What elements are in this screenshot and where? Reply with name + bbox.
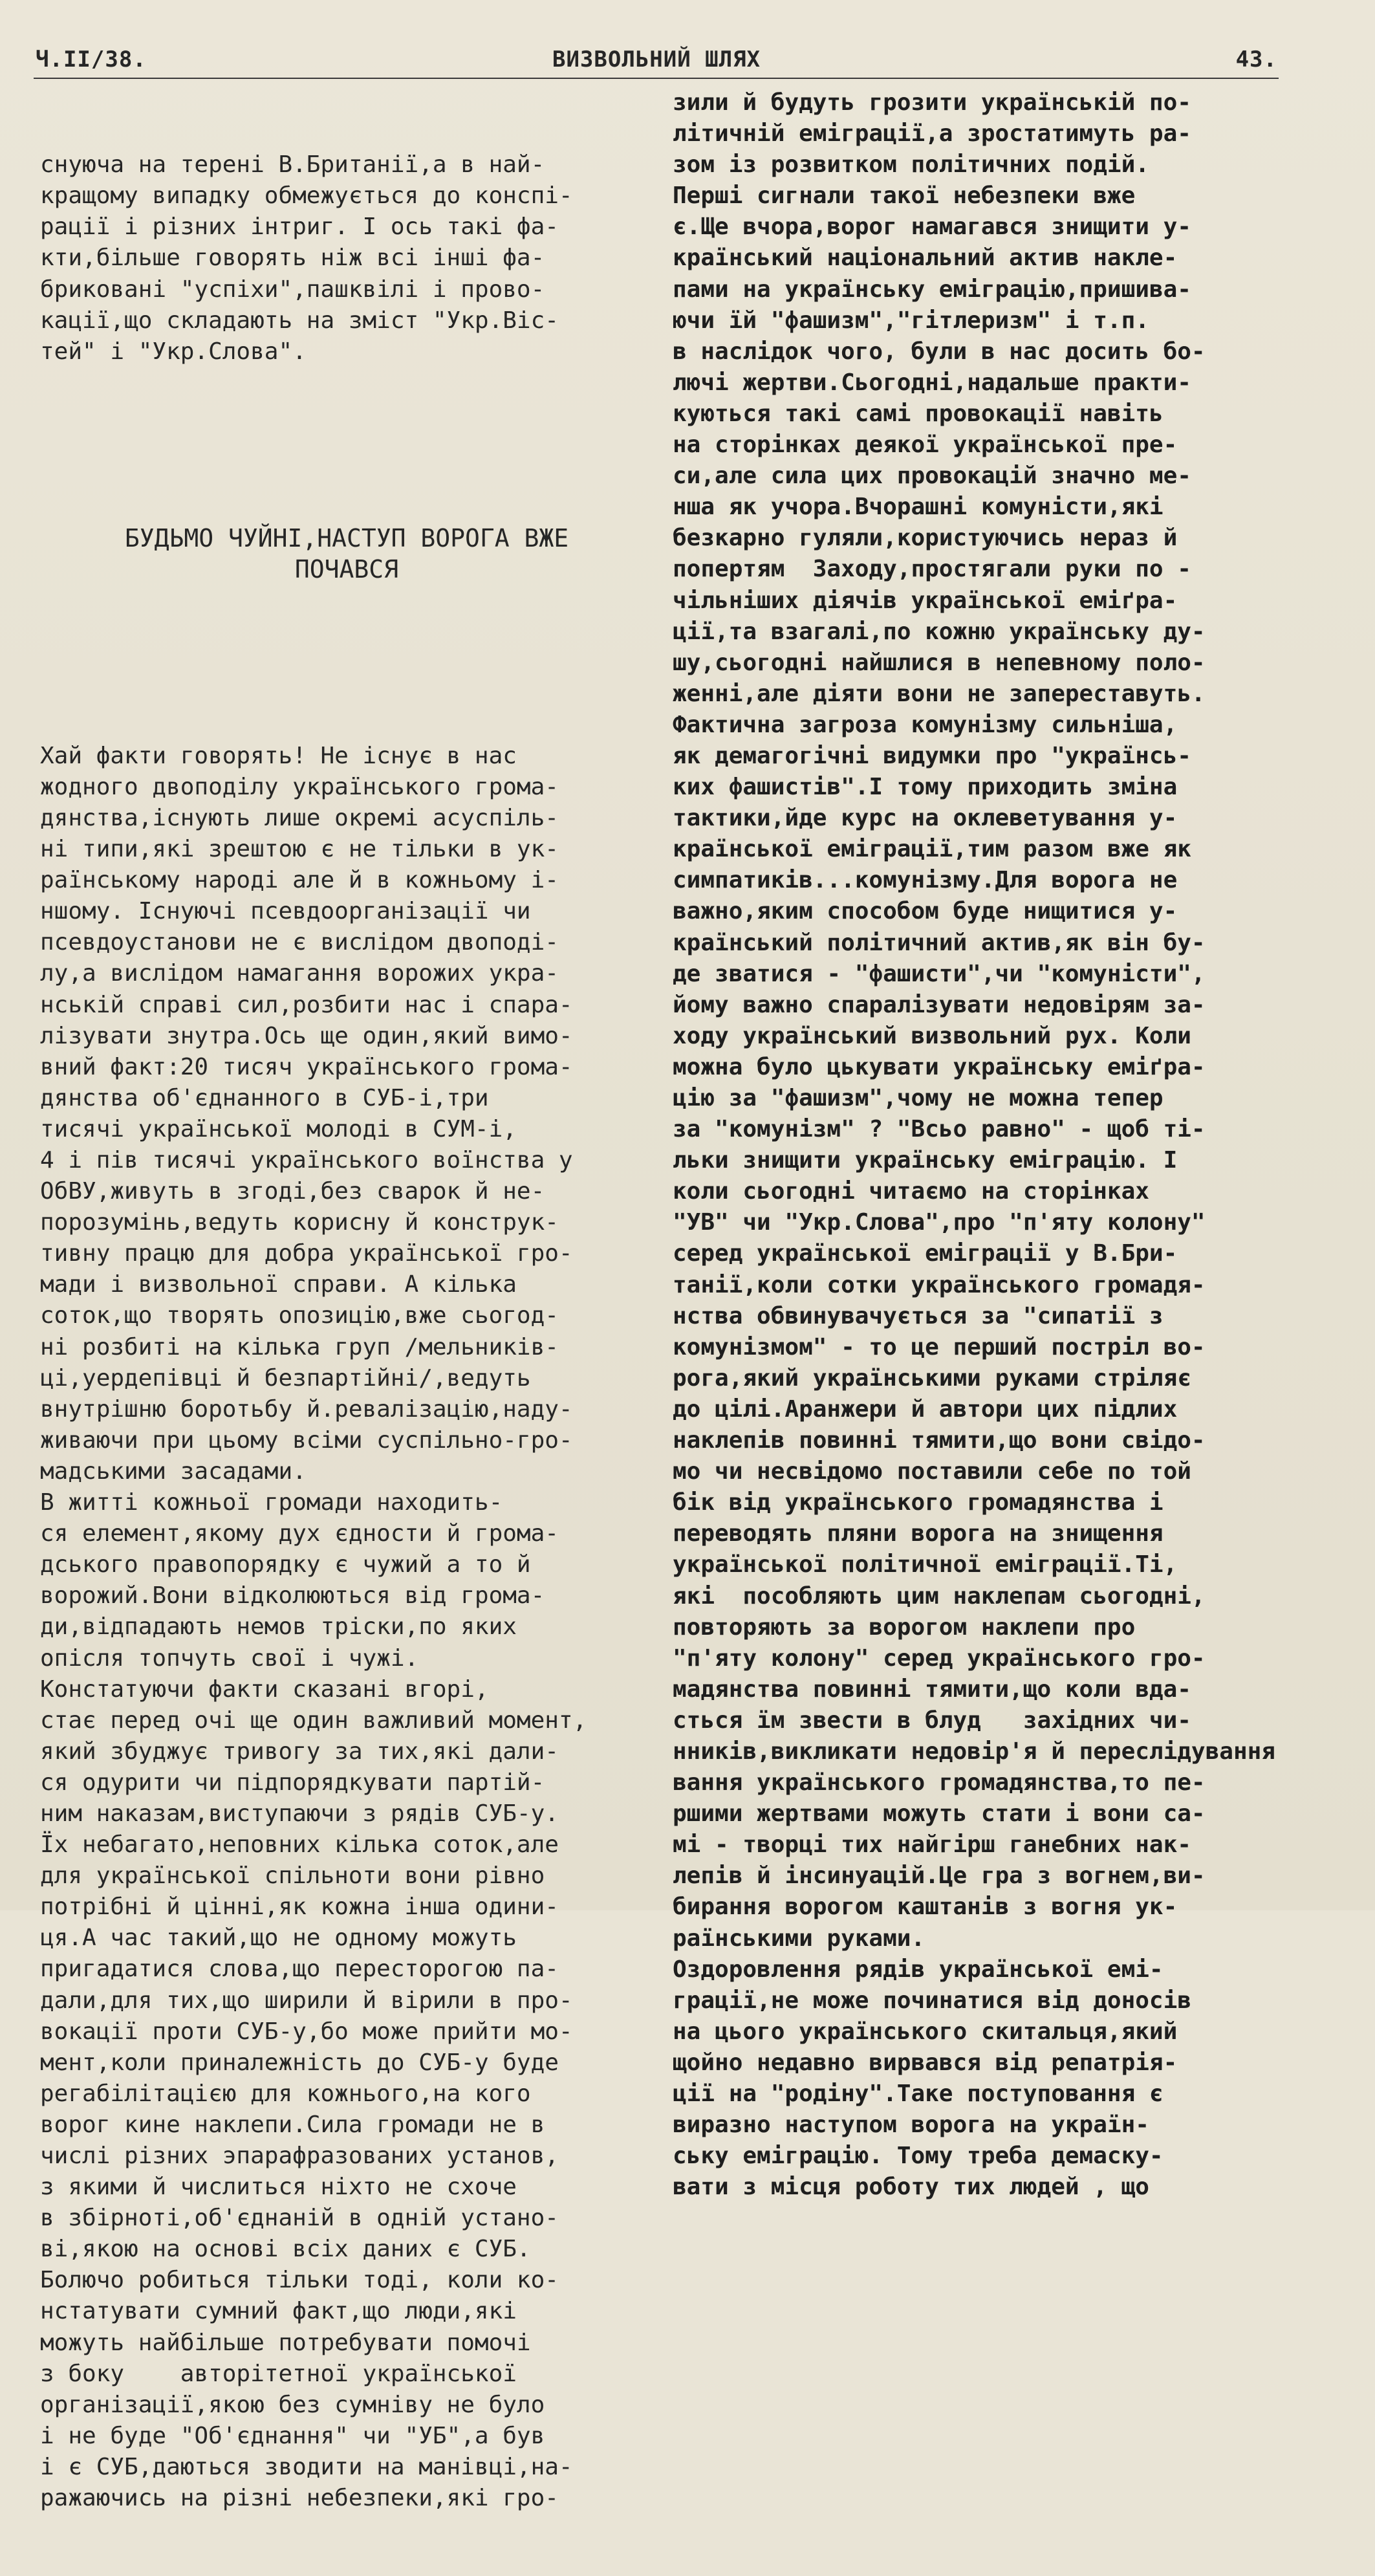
text-line: дянства,існують лише окремі асуспіль- — [40, 804, 559, 831]
text-line: ражаючись на різні небезпеки,які гро- — [40, 2485, 559, 2512]
text-line: ншому. Існуючі псевдоорганізації чи — [40, 898, 531, 925]
text-line: внутрішню боротьбу й.ревалізацію,наду- — [40, 1395, 573, 1423]
text-line: бриковані "успіхи",пашквілі і прово- — [40, 276, 545, 303]
text-line: тисячі української молоді в СУМ-і, — [40, 1115, 517, 1142]
text-line: шу,сьогодні найшлися в непевному поло- — [673, 649, 1206, 676]
text-line: української політичної еміграції.Ті, — [673, 1551, 1178, 1578]
text-line: нстатувати сумний факт,що люди,які — [40, 2298, 517, 2325]
text-line: повторяють за ворогом наклепи про — [673, 1613, 1136, 1641]
text-line: ючи їй "фашизм","гітлеризм" і т.п. — [673, 307, 1149, 334]
text-line: дали,для тих,що ширили й вірили в про- — [40, 1987, 573, 2014]
text-line: потрібні й цінні,як кожна інша одини- — [40, 1894, 559, 1921]
text-line: 4 і пів тисячі українського воїнства у — [40, 1147, 573, 1173]
text-line: організації,якою без сумніву не було — [40, 2391, 545, 2418]
text-line: ні типи,які зрештою є не тільки в ук- — [40, 836, 559, 863]
text-line: грації,не може починатися від доносів — [673, 1987, 1191, 2014]
text-line: зом із розвитком політичних подій. — [673, 151, 1149, 179]
text-line: попертям Заходу,простягали руки по - — [673, 556, 1191, 583]
page-header — [36, 47, 1277, 78]
text-line: ції на "родіну".Таке поступовання є — [673, 2080, 1164, 2107]
text-line: пами на українську еміграцію,пришива- — [673, 276, 1191, 303]
text-line: де зватися - "фашисти",чи "комуністи", — [673, 960, 1206, 987]
spacer — [40, 648, 653, 679]
text-line: ворожий.Вони відколюються від грома- — [40, 1582, 545, 1610]
text-line: Хай факти говорять! Не існує в нас — [40, 742, 517, 769]
text-line: вати з місця роботу тих людей , що — [673, 2174, 1149, 2201]
text-line: на сторінках деякої української пре- — [673, 431, 1178, 459]
text-line: лепів й інсинуацій.Це гра з вогнем,ви- — [673, 1862, 1206, 1890]
text-line: можна було цькувати українську еміґра- — [673, 1053, 1206, 1080]
text-line: мо чи несвідомо поставили себе по той — [673, 1458, 1191, 1485]
text-line: раїнськими руками. — [673, 1925, 926, 1952]
text-line: Їх небагато,неповних кілька соток,але — [40, 1831, 559, 1859]
text-line: лючі жертви.Сьогодні,надальше практи- — [673, 369, 1191, 396]
text-line: ції,та взагалі,по кожню українську ду- — [673, 618, 1206, 645]
text-line: є.Ще вчора,ворог намагався знищити у- — [673, 213, 1191, 241]
text-line: лізувати знутра.Ось ще один,який вимо- — [40, 1022, 573, 1049]
text-line: стає перед очі ще один важливий момент, — [40, 1707, 587, 1734]
text-line: бік від українського громадянства і — [673, 1489, 1164, 1516]
text-line: ську еміграцію. Тому треба демаску- — [673, 2143, 1164, 2170]
text-line: вокації проти СУБ-у,бо може прийти мо- — [40, 2018, 573, 2045]
text-line: числі різних эпарафразованих установ, — [40, 2143, 559, 2169]
text-line: куються такі самі провокації навіть — [673, 400, 1164, 427]
text-line: лу,а вислідом намагання ворожих укра- — [40, 960, 559, 987]
text-line: щойно недавно вирвався від репатрія- — [673, 2049, 1178, 2076]
text-line: си,але сила цих провокацій значно ме- — [673, 463, 1191, 490]
text-line: ним наказам,виступаючи з рядів СУБ-у. — [40, 1800, 559, 1827]
text-line: вний факт:20 тисяч українського грома- — [40, 1053, 573, 1080]
text-line: країнської еміграції,тим разом вже як — [673, 836, 1191, 863]
text-line: ОбВУ,живуть в згоді,без сварок й не- — [40, 1178, 545, 1205]
text-line: на цього українського скитальця,який — [673, 2018, 1178, 2045]
text-line: цію за "фашизм",чому не можна тепер — [673, 1085, 1164, 1111]
text-line: ві,якою на основі всіх даних є СУБ. — [40, 2236, 531, 2263]
text-line: мадськими засадами. — [40, 1457, 307, 1485]
text-line: за "комунізм" ? "Всьо равно" - щоб ті- — [673, 1116, 1206, 1143]
text-line: чільніших діячів української еміґра- — [673, 587, 1178, 614]
text-line: нників,викликати недовір'я й переслідування — [673, 1738, 1275, 1765]
text-line: який збуджує тривогу за тих,які дали- — [40, 1738, 559, 1765]
text-line: живаючи при цьому всіми суспільно-гро- — [40, 1426, 573, 1454]
text-line: зили й будуть грозити українській по- — [673, 89, 1191, 116]
text-line: рога,який українськими руками стріляє — [673, 1364, 1191, 1392]
text-line: мадянства повинні тямити,що коли вда- — [673, 1675, 1191, 1703]
text-line: БУДЬМО ЧУЙНІ,НАСТУП ВОРОГА ВЖЕ — [124, 524, 569, 553]
text-line: бирання ворогом каштанів з вогня ук- — [673, 1894, 1178, 1921]
text-line: раїнському народі але й в кожньому і- — [40, 867, 559, 894]
text-line: жодного двоподілу українського грома- — [40, 773, 559, 800]
text-line: важно,яким способом буде нищитися у- — [673, 898, 1178, 925]
text-line: снуюча на терені В.Британії,а в най- — [40, 151, 545, 179]
text-line: опісля топчуть свої і чужі. — [40, 1644, 419, 1672]
text-line: в збірноті,об'єднаній в одній устано- — [40, 2205, 559, 2232]
text-line: до цілі.Аранжери й автори цих підлих — [673, 1395, 1178, 1423]
text-line: нській справі сил,розбити нас і спара- — [40, 991, 573, 1018]
text-line: ворог кине наклепи.Сила громади не в — [40, 2111, 545, 2138]
left-intro-paragraph — [40, 149, 653, 367]
text-line: країнський національний актив накле- — [673, 245, 1178, 272]
text-line: псевдоустанови не є вислідом двоподі- — [40, 929, 559, 956]
text-line: йому важно спаралізувати недовірям за- — [673, 991, 1206, 1018]
text-line: мент,коли приналежність до СУБ-у буде — [40, 2049, 559, 2076]
text-line: ні розбиті на кілька груп /мельників- — [40, 1333, 559, 1360]
text-line: мі - творці тих найгірш ганебних нак- — [673, 1831, 1191, 1859]
article-body — [40, 741, 653, 2514]
text-line: порозумінь,ведуть корисну й конструк- — [40, 1209, 559, 1236]
text-line: женні,але діяти вони не запереставуть. — [673, 680, 1206, 707]
text-line: серед української еміграції у В.Бри- — [673, 1240, 1178, 1267]
spacer — [40, 430, 653, 461]
text-line: тей" і "Укр.Слова". — [40, 338, 307, 365]
text-line: Оздоровлення рядів української емі- — [673, 1956, 1164, 1983]
text-line: коли сьогодні читаємо на сторінках — [673, 1178, 1149, 1205]
text-line: вання українського громадянства,то пе- — [673, 1769, 1206, 1796]
text-line: нства обвинувачується за "сипатії з — [673, 1302, 1164, 1329]
text-line: і є СУБ,даються зводити на манівці,на- — [40, 2453, 573, 2480]
article-heading — [40, 523, 653, 585]
text-line: В житті кожньої громади находить- — [40, 1489, 503, 1516]
header-rule — [34, 78, 1279, 79]
text-line: пригадатися слова,що пересторогою па- — [40, 1956, 559, 1983]
text-line: ці,уердепівці й безпартійні/,ведуть — [40, 1364, 531, 1392]
issue-reference: Ч.II/38. — [36, 47, 147, 72]
text-line: з боку авторітетної української — [40, 2360, 517, 2387]
text-line: тивну працю для добра української гро- — [40, 1240, 573, 1267]
text-line: переводять пляни ворога на знищення — [673, 1520, 1164, 1547]
text-line: дянства об'єднанного в СУБ-і,три — [40, 1084, 489, 1111]
text-line: кращому випадку обмежується до конспі- — [40, 182, 573, 210]
right-column — [673, 87, 1281, 2203]
text-line: мади і визвольної справи. А кілька — [40, 1271, 517, 1298]
text-line: тактики,йде курс на оклеветування у- — [673, 805, 1178, 832]
text-line: регабілітацією для кожнього,на кого — [40, 2080, 531, 2107]
text-line: дського правопорядку є чужий а то й — [40, 1551, 531, 1578]
text-line: ди,відпадають немов тріски,по яких — [40, 1613, 517, 1641]
text-line: ходу український визвольний рух. Коли — [673, 1022, 1191, 1049]
text-line: льки знищити українську еміграцію. І — [673, 1147, 1178, 1174]
text-line: ПОЧАВСЯ — [294, 555, 399, 584]
text-line: Болючо робиться тільки тоді, коли ко- — [40, 2267, 559, 2294]
text-line: наклепів повинні тямити,що вони свідо- — [673, 1427, 1206, 1454]
text-line: кації,що складають на зміст "Укр.Віс- — [40, 307, 559, 334]
text-line: можуть найбільше потребувати помочі — [40, 2329, 531, 2356]
page-number: 43. — [1235, 47, 1277, 72]
text-line: ких фашистів".І тому приходить зміна — [673, 774, 1178, 801]
text-line: як демагогічні видумки про "українсь- — [673, 742, 1191, 769]
text-line: з якими й числиться ніхто не схоче — [40, 2174, 517, 2201]
text-line: для української спільноти вони рівно — [40, 1862, 545, 1890]
text-line: Констатуючи факти сказані вгорі, — [40, 1675, 489, 1703]
text-line: кти,більше говорять ніж всі інші фа- — [40, 245, 545, 272]
text-line: сться їм звести в блуд західних чи- — [673, 1707, 1191, 1734]
text-line: нша як учора.Вчорашні комуністи,які — [673, 494, 1164, 521]
text-line: соток,що творять опозицію,вже сьогод- — [40, 1302, 559, 1329]
text-line: танії,коли сотки українського громадя- — [673, 1271, 1206, 1298]
text-line: країнський політичний актив,як він бу- — [673, 929, 1206, 956]
text-line: рації і різних інтриг. І ось такі фа- — [40, 213, 559, 241]
text-line: літичній еміграції,а зростатимуть ра- — [673, 120, 1191, 147]
text-line: в наслідок чого, були в нас досить бо- — [673, 338, 1206, 365]
text-line: Перші сигнали такої небезпеки вже — [673, 182, 1136, 210]
text-line: "УВ" чи "Укр.Слова",про "п'яту колону" — [673, 1209, 1206, 1236]
text-line: які пособляють цим наклепам сьогодні, — [673, 1582, 1206, 1610]
text-line: ся елемент,якому дух єдности й грома- — [40, 1520, 559, 1547]
text-line: виразно наступом ворога на україн- — [673, 2112, 1149, 2139]
left-column — [40, 87, 653, 2576]
text-line: "п'яту колону" серед українського гро- — [673, 1644, 1206, 1672]
text-line: Фактична загроза комунізму сильніша, — [673, 711, 1178, 738]
publication-title: ВИЗВОЛЬНИЙ ШЛЯХ — [552, 47, 761, 72]
text-line: безкарно гуляли,користуючись нераз й — [673, 525, 1178, 552]
text-line: і не буде "Об'єднання" чи "УБ",а був — [40, 2422, 545, 2449]
text-line: ця.А час такий,що не одному можуть — [40, 1925, 517, 1952]
text-line: комунізмом" - то це перший постріл во- — [673, 1333, 1206, 1360]
text-line: ршими жертвами можуть стати і вони са- — [673, 1800, 1206, 1828]
text-line: симпатиків...комунізму.Для ворога не — [673, 867, 1178, 894]
text-line: ся одурити чи підпорядкувати партій- — [40, 1769, 545, 1796]
